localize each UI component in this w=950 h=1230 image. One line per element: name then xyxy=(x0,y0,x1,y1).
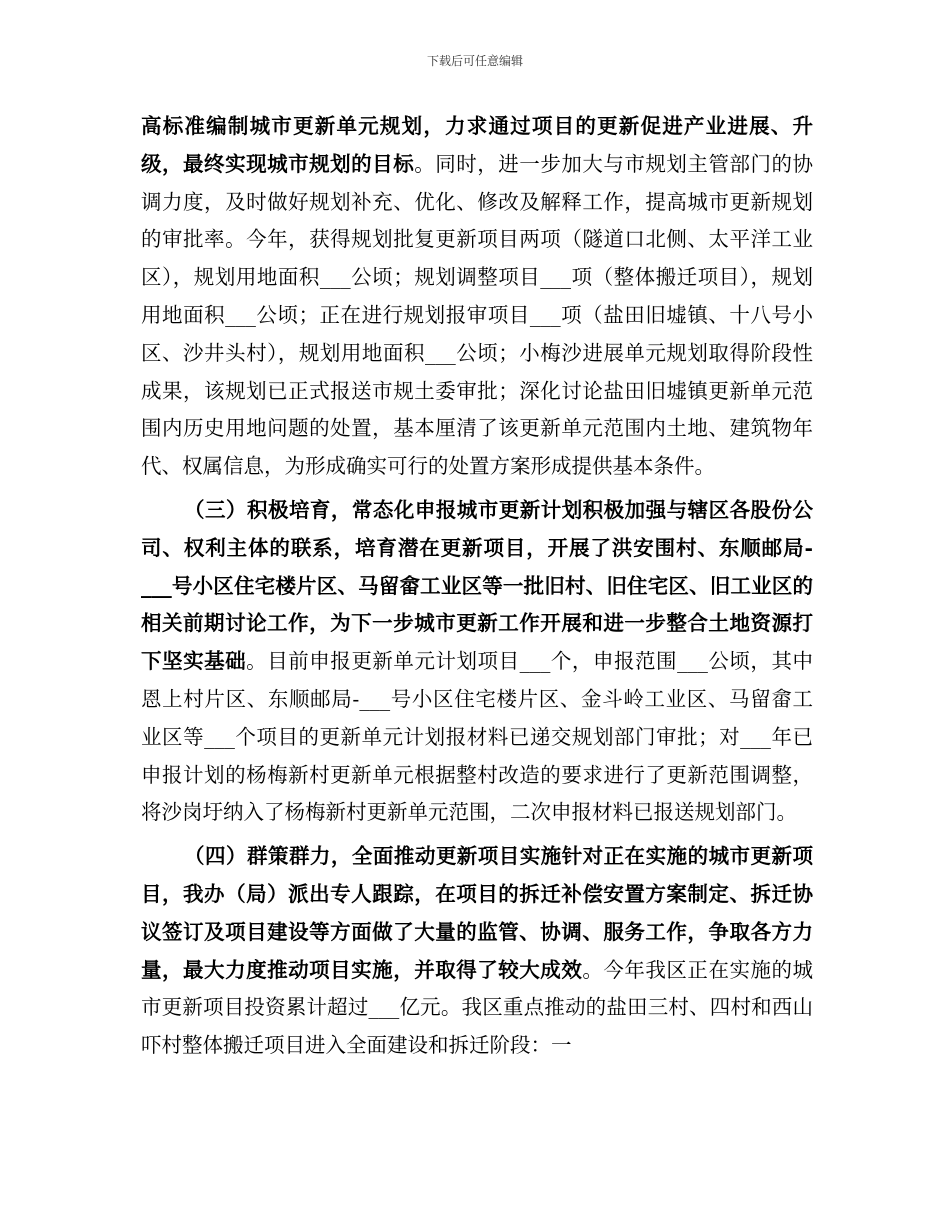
paragraph-1 xyxy=(141,108,813,486)
paragraph-2 xyxy=(141,492,813,832)
paragraph-3 xyxy=(141,838,813,1065)
paragraph-1-text: 。同时，进一步加大与市规划主管部门的协调力度，及时做好规划补充、优化、修改及解释工作，提高城市更新规划的审批率。今年，获得规划批复更新项目两项（隧道口北侧、太平洋工业区），规划用地面积___公顷；规划调整项目___项（整体搬迁项目），规划用地面积___公顷；正在进行规划报审项目___项（盐田旧墟镇、十八号小区、沙井头村），规划用地面积___公顷；小梅沙进展单元规划取得阶段性成果，该规划已正式报送市规土委审批；深化讨论盐田旧墟镇更新单元范围内历史用地问题的处置，基本厘清了该更新单元范围内土地、建筑物年代、权属信息，为形成确实可行的处置方案形成提供基本条件。 xyxy=(141,151,814,479)
paragraph-1-bold: 高标准编制城市更新单元规划，力求通过项目的更新促进产业进展、升级，最终实现城市规划的目标 xyxy=(141,114,813,176)
paragraph-3-text: 。今年我区正在实施的城市更新项目投资累计超过___亿元。我区重点推动的盐田三村、四村和西山吓村整体搬迁项目进入全面建设和拆迁阶段：一 xyxy=(141,957,814,1058)
document-body xyxy=(141,108,813,1065)
page-header: 下载后可任意编辑 xyxy=(426,54,523,68)
paragraph-2-text: 。目前申报更新单元计划项目___个，申报范围___公顷，其中恩上村片区、东顺邮局-___号小区住宅楼片区、金斗岭工业区、马留畲工业区等___个项目的更新单元计划报材料已递交规划部门审批；对___年已申报计划的杨梅新村更新单元根据整村改造的要求进行了更新范围调整，将沙岗圩纳入了杨梅新村更新单元范围，二次申报材料已报送规划部门。 xyxy=(141,649,814,825)
paragraph-2-bold: （三）积极培育，常态化申报城市更新计划积极加强与辖区各股份公司、权利主体的联系，培育潜在更新项目，开展了洪安围村、东顺邮局-___号小区住宅楼片区、马留畲工业区等一批旧村、旧住宅区、旧工业区的相关前期讨论工作，为下一步城市更新工作开展和进一步整合土地资源打下坚实基础 xyxy=(141,497,813,674)
paragraph-3-bold: （四）群策群力，全面推动更新项目实施针对正在实施的城市更新项目，我办（局）派出专人跟踪，在项目的拆迁补偿安置方案制定、拆迁协议签订及项目建设等方面做了大量的监管、协调、服务工作，争取各方力量，最大力度推动项目实施，并取得了较大成效 xyxy=(141,844,813,982)
